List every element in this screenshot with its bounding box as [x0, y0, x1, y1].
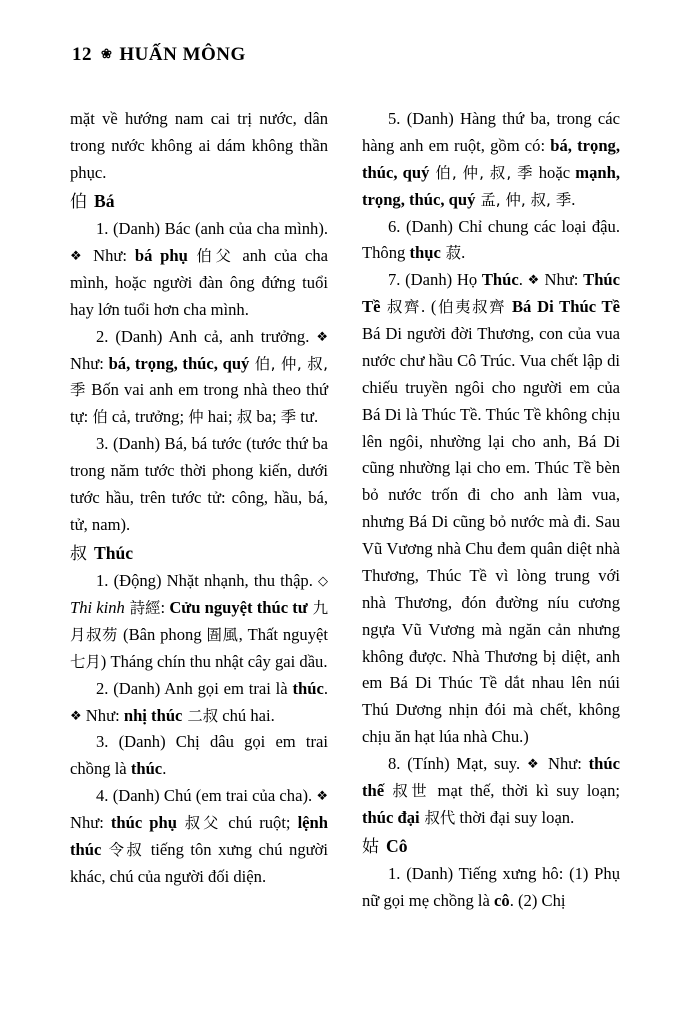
page-number: 12 — [72, 44, 92, 65]
sense-text: ) Tháng chín thu nhật cây gai dầu. — [100, 651, 328, 671]
han-text: 叔世 — [384, 781, 430, 800]
han-text: 叔齊 — [380, 298, 421, 317]
page-header — [72, 44, 630, 66]
sense-paragraph — [70, 568, 328, 676]
right-column — [362, 106, 620, 915]
han-text: 伯, 仲, 叔, 季 — [429, 163, 534, 182]
sense-text: Bốn vai anh em trong nhà theo thứ tự: — [70, 380, 328, 427]
sense-text: (Danh) Chị dâu gọi em trai chồng là — [70, 732, 329, 779]
sense-text: bá, trọng, thúc, quý — [108, 353, 250, 373]
sense-paragraph — [362, 214, 620, 268]
sense-text: (Danh) Họ — [405, 270, 482, 290]
sense-paragraph — [362, 751, 620, 832]
han-text: 伯夷叔齊 — [436, 298, 507, 317]
sense-text: (Danh) Tiếng xưng hô: (1) Phụ nữ gọi mẹ chồng là — [362, 864, 621, 911]
flower-ornament-icon: ❀ — [101, 46, 113, 61]
sense-text: thúc — [130, 759, 163, 779]
sense-number: 3. — [96, 732, 119, 752]
sense-text: Thúc Tề — [362, 270, 621, 317]
citation-marker-icon: ◇ — [318, 573, 329, 589]
page-title: HUẤN MÔNG — [119, 44, 246, 65]
headword-thuc — [70, 539, 328, 569]
example-marker-icon: ❖ — [527, 272, 540, 288]
han-text: 九月叔芴 — [70, 599, 328, 644]
sense-text: mạnh, trọng, thúc, quý — [362, 162, 621, 209]
sense-text: thúc thế — [362, 754, 621, 800]
sense-paragraph — [70, 729, 328, 783]
sense-paragraph — [70, 216, 328, 324]
sense-text: . — [518, 270, 528, 290]
sense-text: (Danh) Chú (em trai của cha). — [112, 786, 317, 806]
headword-han: 姑 — [362, 836, 379, 857]
sense-paragraph — [362, 861, 620, 915]
sense-number: 4. — [96, 786, 113, 806]
sense-text: , Thất nguyệt — [238, 624, 328, 644]
han-text: 伯 — [92, 408, 108, 427]
senses-thuc-continued — [362, 106, 620, 832]
sense-text: Như: — [70, 813, 111, 833]
sense-text: ba; — [252, 407, 281, 427]
sense-number: 8. — [388, 754, 408, 773]
sense-paragraph — [70, 676, 328, 730]
example-marker-icon: ❖ — [316, 788, 329, 804]
sense-text: . — [162, 759, 167, 779]
sense-text: mạt thế, thời kì suy loạn; — [430, 780, 620, 800]
example-marker-icon: ❖ — [526, 756, 542, 771]
sense-paragraph — [362, 106, 620, 214]
sense-paragraph — [362, 267, 620, 751]
sense-text: tiếng tôn xưng chú người khác, chú của người đối diện. — [70, 839, 328, 886]
sense-text: thúc phụ — [110, 813, 177, 833]
han-text: 二叔 — [182, 706, 219, 725]
sense-text: Như: — [85, 246, 135, 266]
sense-text: Cửu nguyệt thúc tư — [169, 598, 308, 618]
sense-text: lệnh thúc — [70, 813, 328, 859]
sense-text: Như: — [541, 754, 589, 773]
sense-text: Thúc — [481, 270, 519, 290]
han-text: 叔父 — [176, 814, 222, 833]
sense-text: thời đại suy loạn. — [455, 807, 575, 827]
sense-text: thúc — [292, 678, 324, 698]
sense-text: (Danh) Anh cả, anh trưởng. — [115, 326, 317, 346]
sense-text: . — [461, 243, 466, 263]
sense-number: 1. — [96, 571, 114, 591]
han-text: 季 — [280, 408, 297, 427]
sense-text: cô — [494, 891, 510, 911]
sense-text: (Động) Nhặt nhạnh, thu thập. — [113, 571, 319, 591]
left-column — [70, 106, 328, 891]
sense-text: Bá Di người đời Thương, con của vua nước chư hầu Cô Trúc. Vua chết lập di chiếu truyền ngôi cho người em của Bá Di là Thúc Tề. Thúc Tề không chịu lên ngôi, nhường lại cho anh, Bá Di cũng nhường lại cho em. Thúc Tề bèn bỏ nước trốn đi cho anh làm vua, nhưng Bá Di cũng bỏ nước mà đi. Sau Vũ Vương nhà Chu đem quân diệt nhà Thương, Thúc Tề vì lòng trung với nhà Thương, đón đường níu cương ngựa Vũ Vương mà ngăn cản nhưng không được. Nhà Thương bị diệt, anh em Bá Di Thúc Tề dắt nhau lên núi Thú Dương nhịn đói mà chết, không chịu ăn hạt lúa nhà Chu.) — [362, 324, 620, 747]
sense-text: . — [323, 678, 329, 698]
senses-thuc — [70, 568, 328, 891]
sense-text: (Danh) Bác (anh của cha mình). — [113, 219, 329, 239]
han-text: 伯, 仲, 叔, 季 — [70, 354, 328, 400]
sense-text: thúc đại — [362, 807, 420, 827]
sense-text: (Danh) Hàng thứ ba, trong các hàng anh em ruột, gồm có: — [362, 109, 621, 155]
sense-text: Như: — [70, 353, 109, 373]
han-text: 令叔 — [101, 840, 145, 859]
sense-text: tư. — [296, 407, 319, 427]
two-column-body — [70, 106, 630, 915]
sense-paragraph — [70, 783, 328, 891]
sense-text: (Tính) Mạt, suy. — [407, 754, 527, 773]
sense-number: 2. — [96, 678, 114, 698]
sense-text: (Danh) Bá, bá tước (tước thứ ba trong năm tước thời phong kiến, dưới tước hầu, trên tước tử: công, hầu, bá, tử, nam). — [70, 434, 328, 534]
sense-text: anh của cha mình, hoặc người đàn ông đứng tuổi hay lớn tuổi hơn cha mình. — [70, 246, 328, 319]
sense-text: Như: — [539, 270, 584, 290]
headword-romanization: Cô — [386, 835, 408, 856]
sense-text: . (2) Chị — [509, 891, 566, 911]
sense-text: hoặc — [533, 162, 576, 182]
sense-text: . ( — [421, 297, 437, 317]
han-text: 伯父 — [187, 247, 235, 266]
headword-ba — [70, 187, 328, 217]
example-marker-icon: ❖ — [70, 248, 86, 264]
sense-text: (Bân phong — [118, 624, 207, 644]
intro-paragraph: mặt về hướng nam cai trị nước, dân trong nước không ai dám không thần phục. — [70, 109, 328, 182]
sense-number: 1. — [388, 864, 407, 884]
sense-text: (Danh) Anh gọi em trai là — [113, 678, 293, 698]
sense-number: 3. — [96, 434, 113, 454]
senses-ba — [70, 216, 328, 539]
han-text: 圄風 — [206, 625, 239, 644]
sense-paragraph — [70, 324, 328, 432]
sense-text: Như: — [81, 705, 124, 725]
sense-text: . — [571, 189, 576, 209]
sense-text: (Danh) Chỉ chung các loại đậu. Thông — [362, 216, 620, 263]
headword-co — [362, 832, 620, 862]
han-text: 菽 — [440, 244, 462, 263]
sense-text: hai; — [203, 407, 237, 427]
han-text: 仲 — [188, 408, 204, 427]
example-marker-icon: ❖ — [70, 707, 82, 723]
sense-number: 2. — [96, 326, 116, 346]
headword-romanization: Bá — [94, 190, 115, 211]
sense-paragraph — [70, 431, 328, 539]
sense-text: chú hai. — [218, 705, 275, 725]
sense-text: Bá Di Thúc Tề — [511, 297, 620, 317]
sense-number: 1. — [96, 219, 114, 239]
sense-text: thục — [409, 243, 441, 263]
sense-text: Thi kinh — [70, 598, 125, 618]
sense-number: 5. — [388, 109, 407, 128]
sense-text: cả, trưởng; — [107, 407, 189, 427]
headword-romanization: Thúc — [94, 542, 134, 563]
han-text: 孟, 仲, 叔, 季 — [475, 190, 572, 209]
han-text: 七月 — [70, 652, 101, 671]
sense-text: bá, trọng, thúc, quý — [362, 135, 621, 182]
headword-han: 伯 — [70, 191, 87, 212]
sense-text: bá phụ — [134, 246, 188, 266]
sense-text: : — [160, 598, 170, 618]
sense-text: nhị thúc — [123, 705, 183, 725]
sense-number: 6. — [388, 216, 406, 236]
example-marker-icon: ❖ — [316, 328, 328, 344]
han-text: 叔代 — [419, 808, 456, 827]
headword-han: 叔 — [70, 543, 87, 564]
senses-co — [362, 861, 620, 915]
han-text: 叔 — [236, 408, 253, 427]
han-text: 詩經 — [124, 599, 161, 618]
sense-text: chú ruột; — [221, 813, 298, 833]
sense-number: 7. — [388, 270, 406, 290]
